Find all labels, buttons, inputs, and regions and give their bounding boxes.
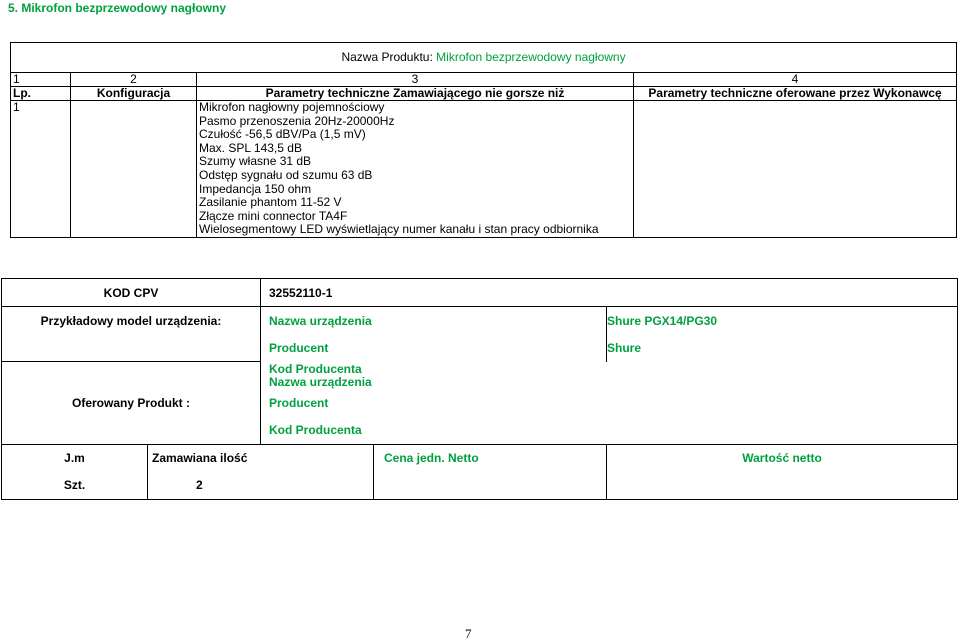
pricing-value-row [2,472,958,500]
example-producer-row [2,334,958,362]
product-title-value: Mikrofon bezprzewodowy nagłowny [436,50,626,64]
example-producer-label: Producent [261,334,607,362]
product-title-label: Nazwa Produktu: [341,50,433,64]
unit-price-value[interactable] [374,472,607,500]
offered-product-label: Oferowany Produkt : [2,362,261,445]
header-konfiguracja: Konfiguracja [71,87,197,101]
example-producer-value: Shure [607,334,958,362]
kod-cpv-value: 32552110-1 [261,279,958,307]
header-quantity: Zamawiana ilość [148,444,374,472]
example-model-row [2,307,958,335]
spec-row [11,101,957,238]
pricing-header-row [2,444,958,472]
kod-cpv-row [2,279,958,307]
header-jm: J.m [2,444,148,472]
column-number-row [11,73,957,87]
spec-line: Złącze mini connector TA4F [199,208,348,223]
col-number-4: 4 [634,73,957,87]
row-specs [197,101,634,238]
example-code-label: Kod Producenta [269,361,362,376]
codes-cell [261,362,958,390]
spec-line: Wielosegmentowy LED wyświetlający numer kanału i stan pracy odbiornika [199,222,599,237]
header-lp: Lp. [11,87,71,101]
row-konfiguracja [71,101,197,238]
details-table [1,278,958,500]
kod-cpv-label: KOD CPV [2,279,261,307]
section-heading: 5. Mikrofon bezprzewodowy nagłowny [8,1,227,15]
spec-line: Zasilanie phantom 11-52 V [199,195,342,210]
example-blank-cell [2,334,261,362]
row-offered[interactable] [634,101,957,238]
header-unit-price: Cena jedn. Netto [374,444,607,472]
offered-producer-label[interactable]: Producent [261,390,958,417]
spec-line: Impedancja 150 ohm [199,181,312,196]
spec-line: Pasmo przenoszenia 20Hz-20000Hz [199,113,395,128]
spec-line: Max. SPL 143,5 dB [199,140,302,155]
example-device-name-label: Nazwa urządzenia [261,307,607,335]
offered-device-name-label[interactable]: Nazwa urządzenia [269,374,372,389]
col-number-2: 2 [71,73,197,87]
header-row [11,87,957,101]
product-title-row [11,43,957,73]
col-number-1: 1 [11,73,71,87]
unit-value: Szt. [2,472,148,500]
row-lp: 1 [11,101,71,238]
header-net-value: Wartość netto [607,444,958,472]
product-title-cell [11,43,957,73]
header-wykonawca: Parametry techniczne oferowane przez Wykonawcę [634,87,957,101]
spec-line: Czułość -56,5 dBV/Pa (1,5 mV) [199,127,366,142]
col-number-3: 3 [197,73,634,87]
product-spec-table [10,42,957,238]
offered-code-label[interactable]: Kod Producenta [261,417,958,445]
spec-line: Odstęp sygnału od szumu 63 dB [199,167,373,182]
quantity-value: 2 [148,472,374,500]
offered-row-1 [2,362,958,390]
header-zamawiajacy: Parametry techniczne Zamawiającego nie gorsze niż [197,87,634,101]
spec-line: Szumy własne 31 dB [199,154,312,169]
spec-line: Mikrofon nagłowny pojemnościowy [199,100,385,114]
page-number: 7 [465,626,472,641]
net-value-value[interactable] [607,472,958,500]
example-device-name-value: Shure PGX14/PG30 [607,307,958,335]
example-model-label: Przykładowy model urządzenia: [2,307,261,335]
